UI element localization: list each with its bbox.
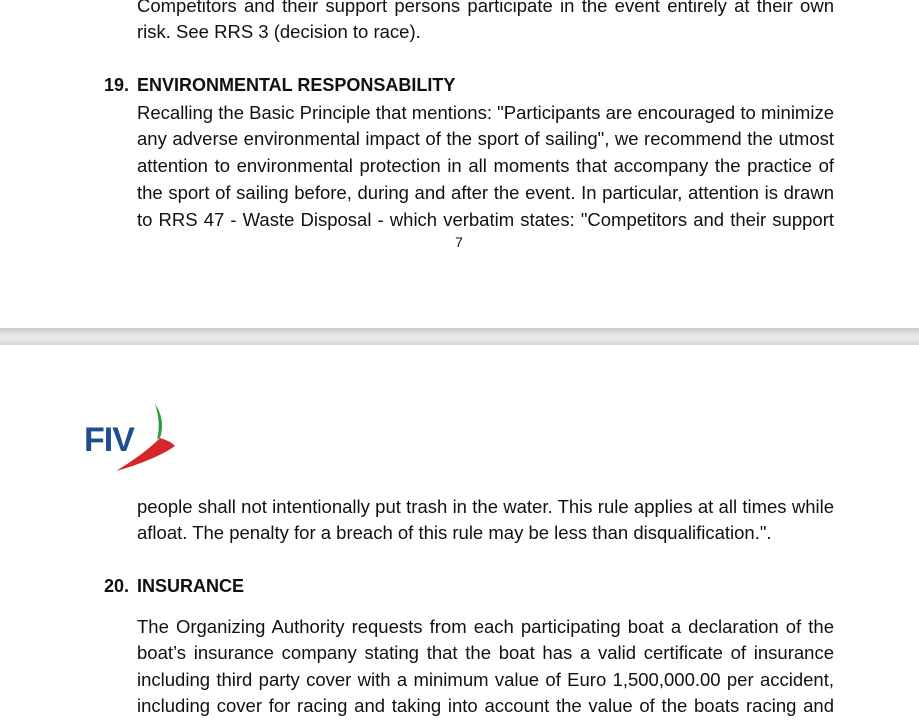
page-number: 7 xyxy=(455,234,463,250)
section-number: 19. xyxy=(104,75,130,95)
section-number: 20. xyxy=(104,576,130,596)
logo-text: FIV xyxy=(84,421,134,459)
body-text-line: the sport of sailing before, during and after the event. In particular, attention is drawn xyxy=(137,182,834,203)
body-text-line: risk. See RRS 3 (decision to race). xyxy=(137,21,421,42)
fiv-sail-logo-icon xyxy=(84,402,180,472)
page-separator xyxy=(0,328,919,345)
section-title: ENVIRONMENTAL RESPONSABILITY xyxy=(137,75,456,95)
body-text-line: any adverse environmental impact of the sport of sailing", we recommend the utmost xyxy=(137,128,834,149)
body-text-line: Recalling the Basic Principle that mentions: "Participants are encouraged to minimize xyxy=(137,102,834,123)
document-page-8 xyxy=(0,345,919,727)
body-text-line: including cover for racing and taking into account the value of the boats racing and xyxy=(137,695,834,716)
body-text-line: Competitors and their support persons participate in the event entirely at their own xyxy=(137,0,834,16)
document-page-7 xyxy=(0,0,919,328)
body-text-line: The Organizing Authority requests from each participating boat a declaration of the xyxy=(137,616,834,637)
body-text-line: including third party cover with a minimum value of Euro 1,500,000.00 per accident, xyxy=(137,669,834,690)
body-text-line: people shall not intentionally put trash in the water. This rule applies at all times while xyxy=(137,496,834,517)
body-text-line: afloat. The penalty for a breach of this rule may be less than disqualification.". xyxy=(137,522,772,543)
body-text-line: boat’s insurance company stating that the boat has a valid certificate of insurance xyxy=(137,642,834,663)
body-text-line: to RRS 47 - Waste Disposal - which verbatim states: "Competitors and their support xyxy=(137,209,834,230)
section-title: INSURANCE xyxy=(137,576,245,596)
body-text-line: attention to environmental protection in all moments that accompany the practice of xyxy=(137,155,834,176)
